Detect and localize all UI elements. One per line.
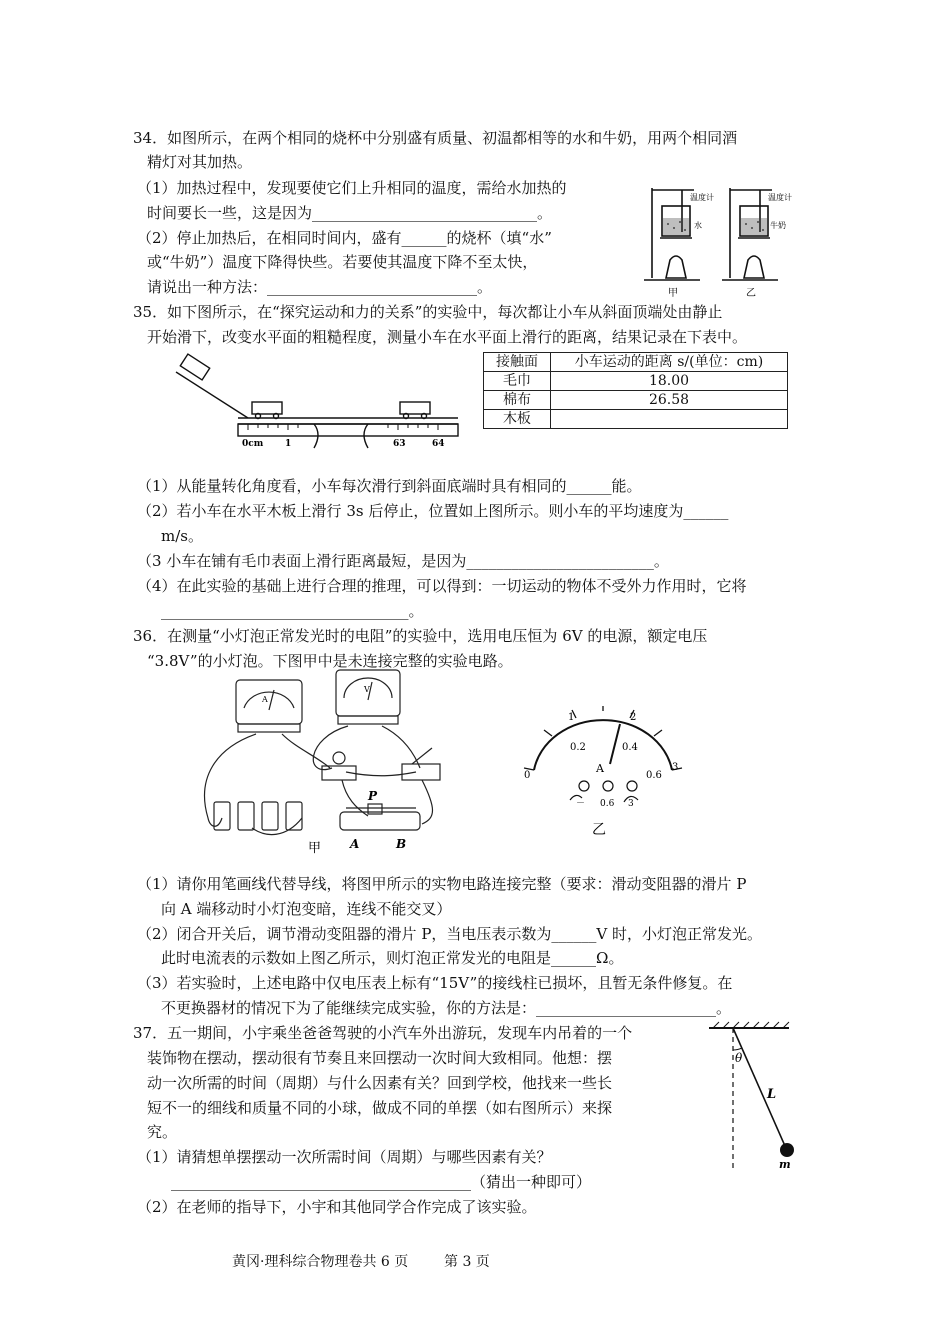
- q34-part2-line1: （2）停止加热后，在相同时间内，盛有______的烧杯（填“水”: [137, 229, 552, 247]
- q34-part1-line1: （1）加热过程中，发现要使它们上升相同的温度，需给水加热的: [137, 179, 567, 197]
- q36-dial-scale-2: 2: [630, 712, 637, 723]
- q36-stem-line1: 36．在测量“小灯泡正常发光时的电阻”的实验中，选用电压恒为 6V 的电源，额定电压: [133, 627, 708, 645]
- table-cell: 木板: [484, 410, 551, 429]
- footer-paper-info: 黄冈·理科综合物理卷共 6 页: [232, 1254, 409, 1270]
- q35-ruler-tick-1: 1: [285, 439, 292, 449]
- q37-mass-label: m: [779, 1158, 791, 1170]
- q35-stem-line1: 35．如下图所示，在“探究运动和力的关系”的实验中，每次都让小车从斜面顶端处由静止: [133, 303, 723, 321]
- q35-part4-line1: （4）在此实验的基础上进行合理的推理，可以得到：一切运动的物体不受外力作用时，它将: [137, 577, 747, 595]
- q34-stem-line2: 精灯对其加热。: [147, 153, 253, 171]
- q35-ruler-tick-63: 63: [393, 439, 406, 449]
- q36-part2-line2: 此时电流表的示数如上图乙所示，则灯泡正常发光的电阻是______Ω。: [161, 949, 624, 967]
- q34-thermometer-label-1: 温度计: [690, 193, 714, 202]
- q37-stem-line2: 装饰物在摆动，摆动很有节奏且来回摆动一次时间大致相同。他想：摆: [147, 1049, 613, 1067]
- q36-terminal-0-6: 0.6: [600, 799, 615, 809]
- q35-part4-line2: _________________________________。: [161, 602, 424, 620]
- q35-results-table: [483, 352, 788, 429]
- q34-caption-yi: 乙: [746, 288, 756, 298]
- q36-caption-yi: 乙: [592, 822, 606, 838]
- q36-slider-label-p: P: [368, 789, 378, 803]
- q36-terminal-label-b: B: [396, 837, 407, 851]
- q34-heating-figure: [638, 182, 798, 298]
- q36-dial-scale-3: 3: [672, 762, 679, 773]
- q36-dial-unit: A: [596, 762, 604, 775]
- q36-voltmeter-symbol: V: [364, 685, 370, 694]
- table-cell: 18.00: [551, 372, 788, 391]
- q37-part1-line1: （1）请猜想单摆摆动一次所需时间（周期）与哪些因素有关？: [137, 1148, 552, 1166]
- table-row: [484, 353, 788, 372]
- q36-terminal-minus: －: [576, 799, 586, 809]
- table-header-surface: 接触面: [484, 353, 551, 372]
- q36-terminal-3: 3: [628, 799, 634, 809]
- table-cell: 毛巾: [484, 372, 551, 391]
- q36-dial-scale-0-6: 0.6: [646, 770, 662, 781]
- q36-part3-line1: （3）若实验时，上述电路中仅电压表上标有“15V”的接线柱已损坏，且暂无条件修复。在: [137, 974, 733, 992]
- footer-page-number: 第 3 页: [444, 1254, 490, 1270]
- q35-incline-figure: [168, 350, 468, 450]
- q36-ammeter-needle: [610, 724, 620, 764]
- q35-part3: （3 小车在铺有毛巾表面上滑行距离最短，是因为_________________________。: [137, 552, 669, 570]
- q35-part1: （1）从能量转化角度看，小车每次滑行到斜面底端时具有相同的______能。: [137, 477, 642, 495]
- q35-part2-line2: m/s。: [161, 527, 203, 545]
- q35-cart-on-slope: [180, 354, 209, 380]
- q36-dial-scale-1: 1: [568, 712, 575, 723]
- q37-stem-line3: 动一次所需的时间（周期）与什么因素有关？回到学校，他找来一些长: [147, 1074, 613, 1092]
- q36-dial-scale-0-4: 0.4: [622, 742, 638, 753]
- q34-part2-line2: 或“牛奶”）温度下降得快些。若要使其温度下降不至太快，: [147, 253, 538, 271]
- q34-liquid-label-water: 水: [694, 221, 702, 230]
- q34-part1-line2: 时间要长一些，这是因为______________________________。: [147, 204, 553, 222]
- q37-stem-line5: 究。: [147, 1123, 178, 1141]
- q37-stem-line4: 短不一的细线和质量不同的小球，做成不同的单摆（如右图所示）来探: [147, 1099, 613, 1117]
- q36-dial-scale-0-2: 0.2: [570, 742, 586, 753]
- table-header-distance: 小车运动的距离 s/(单位：cm): [551, 353, 788, 372]
- q36-part3-line2: 不更换器材的情况下为了能继续完成实验，你的方法是：________________________。: [161, 999, 732, 1017]
- table-cell: 26.58: [551, 391, 788, 410]
- q34-part2-line3: 请说出一种方法：____________________________。: [147, 278, 493, 296]
- q36-circuit-figure: [196, 668, 466, 860]
- q34-thermometer-label-2: 温度计: [768, 193, 792, 202]
- q36-dial-scale-0: 0: [524, 770, 531, 781]
- q36-part2-line1: （2）闭合开关后，调节滑动变阻器的滑片 P，当电压表示数为______V 时，小灯泡正常发光。: [137, 925, 763, 943]
- q37-part1-line2: ________________________________________（猜出一种即可）: [171, 1173, 592, 1191]
- q37-pendulum-figure: [705, 1020, 805, 1170]
- q35-ruler-tick-64: 64: [432, 439, 445, 449]
- table-row: [484, 391, 788, 410]
- table-cell: 棉布: [484, 391, 551, 410]
- q36-ammeter-symbol: A: [262, 695, 268, 704]
- q37-angle-label: θ: [735, 1051, 743, 1065]
- q37-stem-line1: 37．五一期间，小宇乘坐爸爸驾驶的小汽车外出游玩，发现车内吊着的一个: [133, 1024, 633, 1042]
- table-cell: [551, 410, 788, 429]
- q34-caption-jia: 甲: [668, 288, 678, 298]
- q35-stem-line2: 开始滑下，改变水平面的粗糙程度，测量小车在水平面上滑行的距离，结果记录在下表中。: [147, 328, 748, 346]
- q36-terminal-label-a: A: [350, 837, 360, 851]
- q36-ammeter-dial-figure: [512, 706, 692, 840]
- table-row: [484, 372, 788, 391]
- q37-pendulum-bob: [780, 1143, 794, 1157]
- table-row: [484, 410, 788, 429]
- q34-stem-line1: 34．如图所示，在两个相同的烧杯中分别盛有质量、初温都相等的水和牛奶，用两个相同酒: [133, 129, 738, 147]
- q36-stem-line2: “3.8V”的小灯泡。下图甲中是未连接完整的实验电路。: [147, 652, 513, 670]
- q37-part2: （2）在老师的指导下，小宇和其他同学合作完成了该实验。: [137, 1198, 537, 1216]
- q36-part1-line1: （1）请你用笔画线代替导线，将图甲所示的实物电路连接完整（要求：滑动变阻器的滑片 P: [137, 875, 747, 893]
- ammeter: [236, 680, 302, 724]
- q36-caption-jia: 甲: [308, 841, 322, 856]
- q35-part2-line1: （2）若小车在水平木板上滑行 3s 后停止，位置如上图所示。则小车的平均速度为______: [137, 502, 729, 520]
- q34-liquid-label-milk: 牛奶: [770, 221, 786, 230]
- q36-part1-line2: 向 A 端移动时小灯泡变暗，连线不能交叉）: [161, 900, 452, 918]
- q37-length-label: L: [767, 1087, 777, 1102]
- q35-ruler-tick-0: 0cm: [242, 439, 264, 449]
